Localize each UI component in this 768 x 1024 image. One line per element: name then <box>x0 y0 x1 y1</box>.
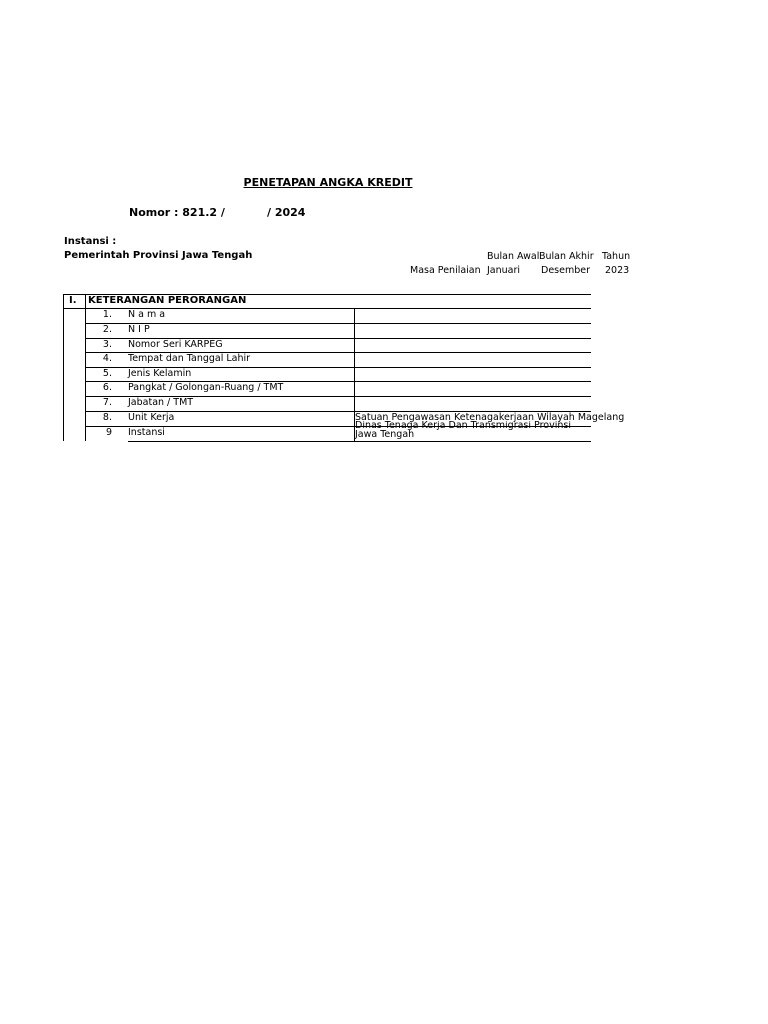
row-label: Jabatan / TMT <box>128 397 194 408</box>
bulan-awal-header: Bulan Awal <box>487 251 540 262</box>
row-label: N I P <box>128 324 150 335</box>
section-title: KETERANGAN PERORANGAN <box>88 295 247 306</box>
row-label: Instansi <box>128 427 165 438</box>
row-label: Nomor Seri KARPEG <box>128 339 223 350</box>
nomor-label: Nomor : 821.2 / <box>129 206 225 219</box>
instansi-label: Instansi : <box>64 236 117 247</box>
rule-left <box>63 294 64 441</box>
row-label: Unit Kerja <box>128 412 175 423</box>
rule-row-9 <box>128 441 591 442</box>
row-number: 9 <box>105 427 112 438</box>
row-number: 1. <box>102 309 112 320</box>
row-number: 3. <box>102 339 112 350</box>
row-label: Jenis Kelamin <box>128 368 192 379</box>
bulan-akhir-header: Bulan Akhir <box>539 251 594 262</box>
tahun-header: Tahun <box>602 251 631 262</box>
row-number: 2. <box>102 324 112 335</box>
tahun-value: 2023 <box>605 265 630 276</box>
bulan-akhir-value: Desember <box>541 265 590 276</box>
row-number: 5. <box>102 368 112 379</box>
instansi-row-value: Dinas Tenaga Kerja Dan Transmigrasi Provinsi Jawa Tengah <box>355 421 571 440</box>
nomor-year: / 2024 <box>267 206 306 219</box>
row-label: Tempat dan Tanggal Lahir <box>128 353 251 364</box>
row-label: Pangkat / Golongan-Ruang / TMT <box>128 382 284 393</box>
row-number: 4. <box>102 353 112 364</box>
unit-kerja-value: Satuan Pengawasan Ketenagakerjaan Wilayah Magelang <box>355 412 625 423</box>
row-number: 7. <box>102 397 112 408</box>
document-title: PENETAPAN ANGKA KREDIT <box>243 176 413 189</box>
bulan-awal-value: Januari <box>487 265 521 276</box>
section-number: I. <box>69 295 77 306</box>
instansi-value: Pemerintah Provinsi Jawa Tengah <box>64 250 253 261</box>
row-label: N a m a <box>128 309 166 320</box>
masa-penilaian-label: Masa Penilaian <box>410 265 481 276</box>
rule-row-1 <box>85 323 591 324</box>
keterangan-table <box>63 294 625 441</box>
row-number: 8. <box>102 412 112 423</box>
row-number: 6. <box>102 382 112 393</box>
nomor-line <box>129 206 306 219</box>
